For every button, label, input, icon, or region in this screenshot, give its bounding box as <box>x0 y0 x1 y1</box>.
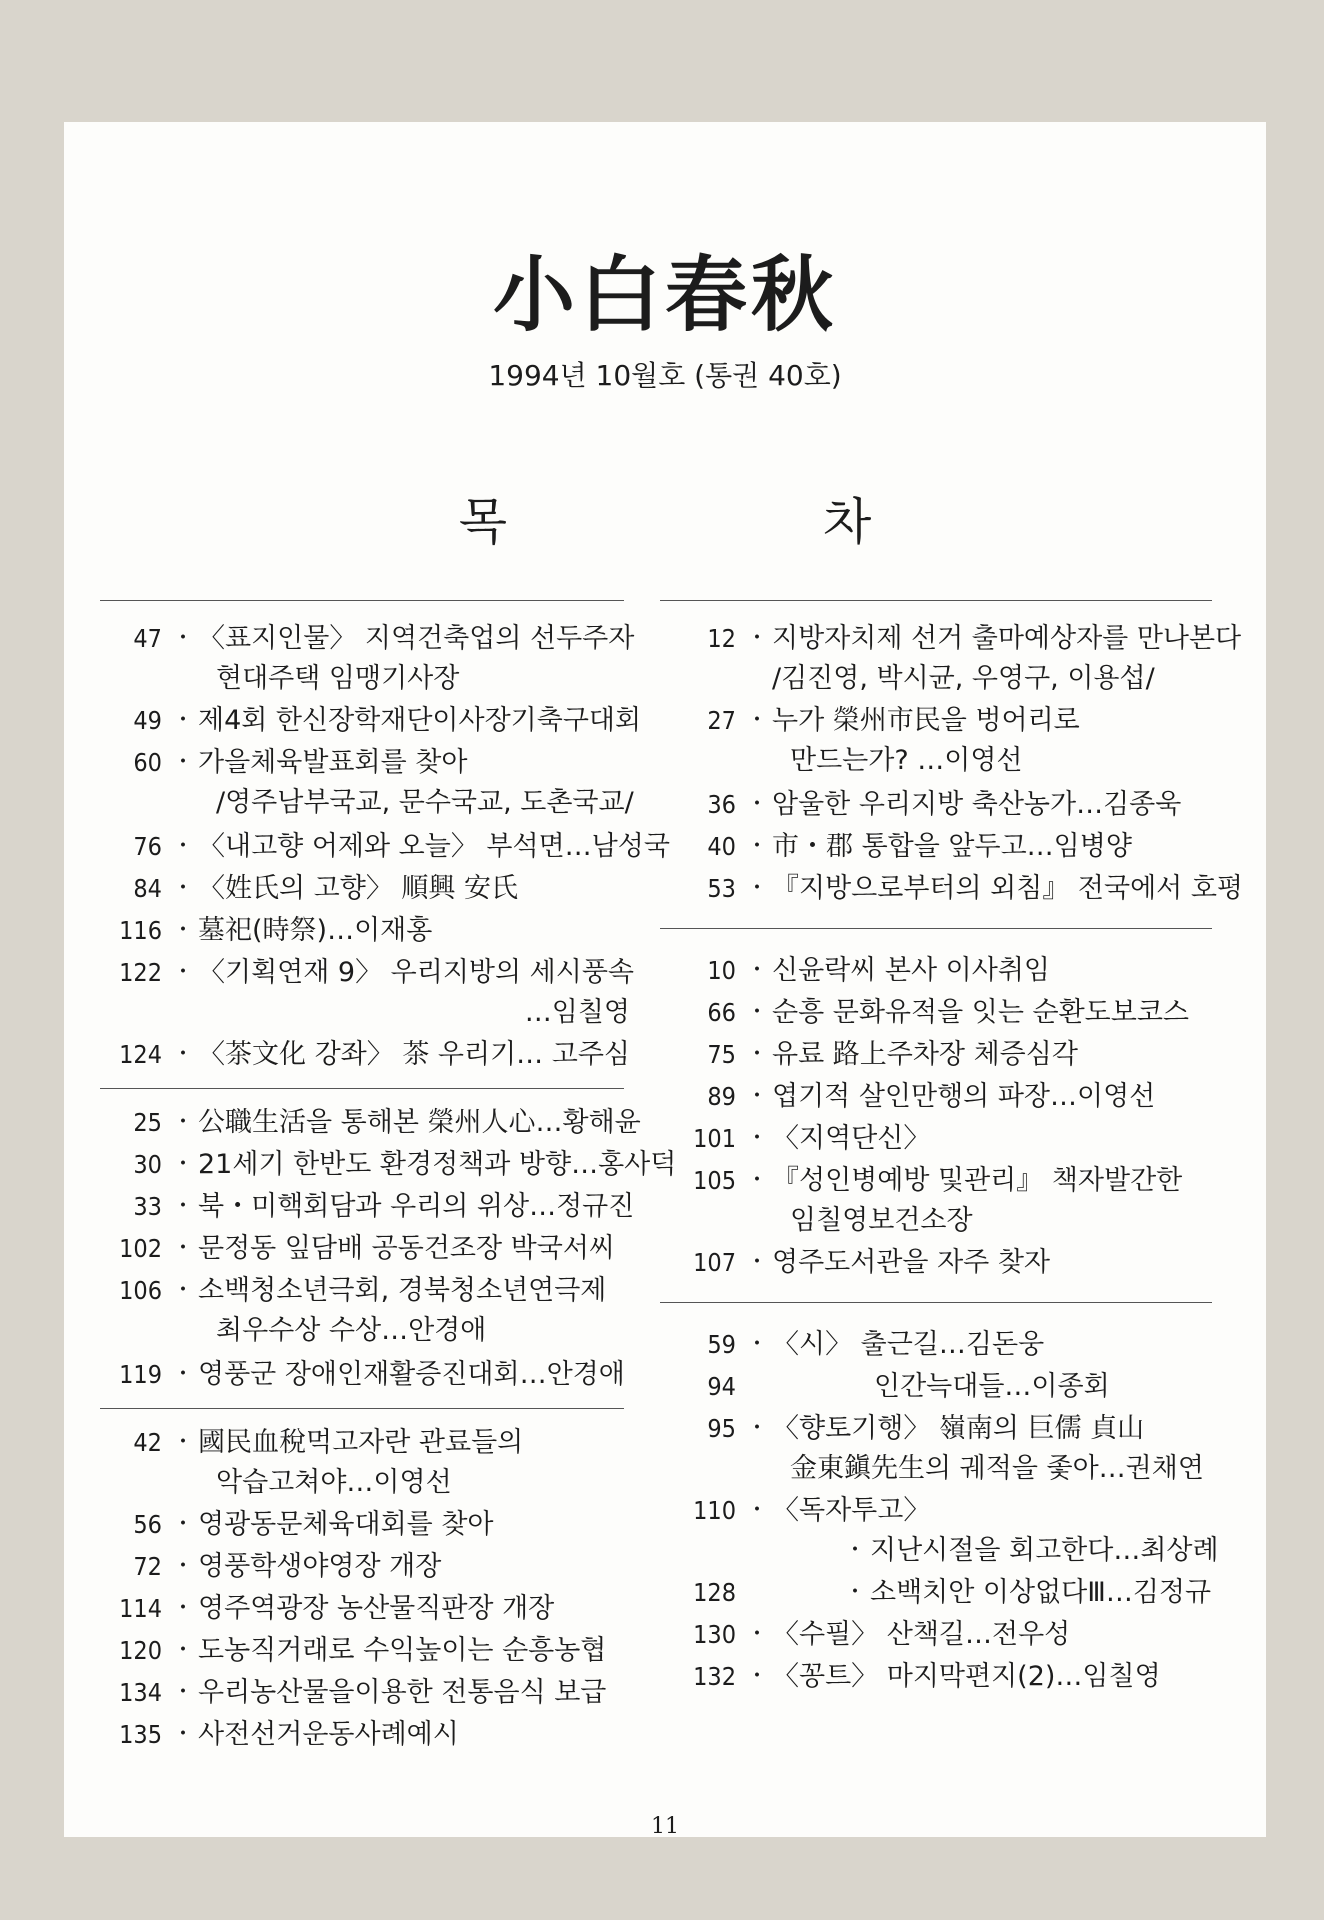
entry-page-number: 101 <box>693 1124 736 1153</box>
entry-title: 악습고쳐야…이영선 <box>216 1467 452 1498</box>
entry-page-number: 60 <box>133 748 162 777</box>
entry-page-number: 84 <box>133 874 162 903</box>
entry-page-number: 107 <box>693 1248 736 1277</box>
toc-entry[interactable]: 101 ・ 〈지역단신〉 <box>674 1119 1234 1159</box>
entry-title: 영풍학생야영장 개장 <box>198 1551 442 1582</box>
toc-entry[interactable]: 124 ・ 〈茶文化 강좌〉 茶 우리기… 고주심 <box>100 1035 660 1075</box>
entry-page-number: 47 <box>133 624 162 653</box>
entry-page-number: 33 <box>133 1192 162 1221</box>
toc-entry[interactable]: 76 ・ 〈내고향 어제와 오늘〉 부석면…남성국 <box>100 827 660 867</box>
entry-page-number: 10 <box>707 956 736 985</box>
toc-entry[interactable]: 106 ・ 소백청소년극회, 경북청소년연극제 <box>100 1271 660 1311</box>
toc-entry[interactable]: 42 ・ 國民血稅먹고자란 관료들의 <box>100 1423 660 1463</box>
entry-title: 최우수상 수상…안경애 <box>216 1315 487 1346</box>
entry-page-number: 105 <box>693 1166 736 1195</box>
entry-title: 북・미핵회담과 우리의 위상…정규진 <box>198 1191 635 1222</box>
entry-page-number: 106 <box>119 1276 162 1305</box>
magazine-page <box>64 122 1266 1837</box>
entry-page-number: 122 <box>119 958 162 987</box>
entry-title: 〈수필〉 산책길…전우성 <box>772 1619 1071 1650</box>
entry-page-number: 59 <box>707 1330 736 1359</box>
entry-page-number: 124 <box>119 1040 162 1069</box>
entry-title: 순흥 문화유적을 잇는 순환도보코스 <box>772 997 1189 1028</box>
entry-title: 영주역광장 농산물직판장 개장 <box>198 1593 555 1624</box>
toc-entry-continued <box>674 659 1234 699</box>
entry-title: 문정동 잎담배 공동건조장 박국서씨 <box>198 1233 615 1264</box>
entry-page-number: 120 <box>119 1636 162 1665</box>
entry-title: 유료 路上주차장 체증심각 <box>772 1039 1078 1070</box>
entry-page-number: 128 <box>693 1578 736 1607</box>
entry-page-number: 75 <box>707 1040 736 1069</box>
toc-entry-continued <box>100 993 660 1033</box>
entry-page-number: 102 <box>119 1234 162 1263</box>
entry-title: 〈표지인물〉 지역건축업의 선두주자 <box>198 623 635 654</box>
divider <box>660 1302 1212 1303</box>
toc-entry[interactable]: 72 ・ 영풍학생야영장 개장 <box>100 1547 660 1587</box>
entry-page-number: 95 <box>707 1414 736 1443</box>
entry-page-number: 40 <box>707 832 736 861</box>
entry-title: 가을체육발표회를 찾아 <box>198 747 468 778</box>
toc-entry[interactable]: 122 ・ 〈기획연재 9〉 우리지방의 세시풍속 <box>100 953 660 993</box>
entry-title: 암울한 우리지방 축산농가…김종욱 <box>772 789 1182 820</box>
entry-title: 公職生活을 통해본 榮州人心…황해윤 <box>198 1107 641 1138</box>
page-number: 11 <box>651 1814 679 1839</box>
divider <box>660 600 1212 601</box>
entry-title: 〈꽁트〉 마지막편지(2)…임칠영 <box>772 1661 1161 1692</box>
entry-page-number: 119 <box>119 1360 162 1389</box>
toc-entry-continued <box>100 783 660 823</box>
entry-title: 〈향토기행〉 嶺南의 巨儒 貞山 <box>772 1413 1145 1444</box>
divider <box>100 1088 624 1089</box>
toc-entry[interactable]: 25 ・ 公職生活을 통해본 榮州人心…황해윤 <box>100 1103 660 1143</box>
entry-page-number: 53 <box>707 874 736 903</box>
entry-title: 신윤락씨 본사 이사취임 <box>772 955 1050 986</box>
toc-entry[interactable]: 116 ・ 墓祀(時祭)…이재홍 <box>100 911 660 951</box>
entry-title: 『지방으로부터의 외침』 전국에서 호평 <box>772 873 1243 904</box>
entry-page-number: 130 <box>693 1620 736 1649</box>
entry-title: 『성인병예방 및관리』 책자발간한 <box>772 1165 1183 1196</box>
entry-title: 소백청소년극회, 경북청소년연극제 <box>198 1275 607 1306</box>
entry-page-number: 89 <box>707 1082 736 1111</box>
entry-title: 〈기획연재 9〉 우리지방의 세시풍속 <box>198 957 634 988</box>
toc-entry[interactable]: 110 ・ 〈독자투고〉 <box>674 1491 1234 1531</box>
toc-entry-continued: ・ 지난시절을 회고한다…최상례 <box>674 1531 1234 1571</box>
entry-title: 지난시절을 회고한다…최상례 <box>870 1535 1219 1566</box>
entry-title: 市・郡 통합을 앞두고…임병양 <box>772 831 1132 862</box>
toc-entry[interactable] <box>674 1367 1234 1407</box>
toc-heading: 목 차 <box>458 493 1022 551</box>
toc-entry[interactable]: 130 ・ 〈수필〉 산책길…전우성 <box>674 1615 1234 1655</box>
entry-title: 〈독자투고〉 <box>772 1495 931 1526</box>
toc-entry[interactable]: 33 ・ 북・미핵회담과 우리의 위상…정규진 <box>100 1187 660 1227</box>
toc-entry-continued <box>100 1463 660 1503</box>
entry-title: 墓祀(時祭)…이재홍 <box>198 915 433 946</box>
entry-title: 〈지역단신〉 <box>772 1123 931 1154</box>
toc-entry[interactable]: 40 ・ 市・郡 통합을 앞두고…임병양 <box>674 827 1234 867</box>
toc-entry[interactable]: 89 ・ 엽기적 살인만행의 파장…이영선 <box>674 1077 1234 1117</box>
entry-page-number: 25 <box>133 1108 162 1137</box>
toc-entry[interactable]: 84 ・ 〈姓氏의 고향〉 順興 安氏 <box>100 869 660 909</box>
toc-entry[interactable]: 36 ・ 암울한 우리지방 축산농가…김종욱 <box>674 785 1234 825</box>
divider <box>100 1408 624 1409</box>
toc-entry[interactable]: 53 ・ 『지방으로부터의 외침』 전국에서 호평 <box>674 869 1234 909</box>
entry-title: 영광동문체육대회를 찾아 <box>198 1509 494 1540</box>
toc-entry[interactable]: 75 ・ 유료 路上주차장 체증심각 <box>674 1035 1234 1075</box>
entry-title: 인간늑대들…이종회 <box>874 1371 1110 1402</box>
entry-page-number: 66 <box>707 998 736 1027</box>
entry-title: 임칠영보건소장 <box>790 1205 973 1236</box>
toc-entry[interactable]: 59 ・ 〈시〉 출근길…김돈웅 <box>674 1325 1234 1365</box>
entry-title: 〈姓氏의 고향〉 順興 安氏 <box>198 873 518 904</box>
entry-page-number: 27 <box>707 706 736 735</box>
issue-info: 1994년 10월호 (통권 40호) <box>488 359 842 392</box>
entry-page-number: 110 <box>693 1496 736 1525</box>
toc-entry[interactable]: 66 ・ 순흥 문화유적을 잇는 순환도보코스 <box>674 993 1234 1033</box>
entry-title: 소백치안 이상없다Ⅲ…김정규 <box>870 1577 1212 1608</box>
toc-entry-continued <box>674 1201 1234 1241</box>
toc-entry[interactable]: 119 ・ 영풍군 장애인재활증진대회…안경애 <box>100 1355 660 1395</box>
entry-page-number: 49 <box>133 706 162 735</box>
entry-title: 엽기적 살인만행의 파장…이영선 <box>772 1081 1156 1112</box>
entry-page-number: 114 <box>119 1594 162 1623</box>
entry-title: /김진영, 박시균, 우영구, 이용섭/ <box>772 663 1155 694</box>
magazine-title: 小白春秋 <box>492 247 837 343</box>
entry-page-number: 56 <box>133 1510 162 1539</box>
toc-entry[interactable]: 120 ・ 도농직거래로 수익높이는 순흥농협 <box>100 1631 660 1671</box>
entry-page-number: 12 <box>707 624 736 653</box>
entry-title: 사전선거운동사례예시 <box>198 1719 459 1750</box>
entry-title: 〈시〉 출근길…김돈웅 <box>772 1329 1045 1360</box>
entry-page-number: 36 <box>707 790 736 819</box>
toc-entry[interactable]: 132 ・ 〈꽁트〉 마지막편지(2)…임칠영 <box>674 1657 1234 1697</box>
entry-title: 영주도서관을 자주 찾자 <box>772 1247 1050 1278</box>
toc-entry[interactable]: 60 ・ 가을체육발표회를 찾아 <box>100 743 660 783</box>
divider <box>660 928 1212 929</box>
toc-entry[interactable]: 114 ・ 영주역광장 농산물직판장 개장 <box>100 1589 660 1629</box>
entry-title: 만드는가? …이영선 <box>790 745 1023 776</box>
entry-title: 〈내고향 어제와 오늘〉 부석면…남성국 <box>198 831 670 862</box>
toc-entry[interactable]: 30 ・ 21세기 한반도 환경정책과 방향…홍사덕 <box>100 1145 660 1185</box>
toc-entry[interactable]: 47 ・ 〈표지인물〉 지역건축업의 선두주자 <box>100 619 660 659</box>
toc-entry[interactable]: 27 ・ 누가 榮州市民을 벙어리로 <box>674 701 1234 741</box>
toc-entry-continued <box>674 1449 1234 1489</box>
entry-title: 國民血稅먹고자란 관료들의 <box>198 1427 524 1458</box>
toc-entry[interactable]: 56 ・ 영광동문체육대회를 찾아 <box>100 1505 660 1545</box>
entry-author: …임칠영 <box>524 997 630 1028</box>
entry-title: 현대주택 임맹기사장 <box>216 663 460 694</box>
entry-page-number: 30 <box>133 1150 162 1179</box>
toc-entry[interactable]: 102 ・ 문정동 잎담배 공동건조장 박국서씨 <box>100 1229 660 1269</box>
entry-page-number: 72 <box>133 1552 162 1581</box>
entry-page-number: 116 <box>119 916 162 945</box>
entry-title: /영주남부국교, 문수국교, 도촌국교/ <box>216 787 634 818</box>
entry-title: 제4회 한신장학재단이사장기축구대회 <box>198 705 642 736</box>
entry-title: 영풍군 장애인재활증진대회…안경애 <box>198 1359 625 1390</box>
toc-entry[interactable]: 128 ・ 소백치안 이상없다Ⅲ…김정규 <box>674 1573 1234 1613</box>
entry-title: 도농직거래로 수익높이는 순흥농협 <box>198 1635 607 1666</box>
entry-page-number: 42 <box>133 1428 162 1457</box>
toc-entry[interactable]: 107 ・ 영주도서관을 자주 찾자 <box>674 1243 1234 1283</box>
toc-entry[interactable]: 134 ・ 우리농산물을이용한 전통음식 보급 <box>100 1673 660 1713</box>
toc-entry[interactable]: 49 ・ 제4회 한신장학재단이사장기축구대회 <box>100 701 660 741</box>
toc-entry[interactable]: 135 ・ 사전선거운동사례예시 <box>100 1715 660 1755</box>
toc-entry[interactable]: 105 ・ 『성인병예방 및관리』 책자발간한 <box>674 1161 1234 1201</box>
entry-page-number: 132 <box>693 1662 736 1691</box>
entry-page-number: 135 <box>119 1720 162 1749</box>
toc-entry-continued <box>100 659 660 699</box>
entry-title: 우리농산물을이용한 전통음식 보급 <box>198 1677 607 1708</box>
toc-entry-continued <box>100 1311 660 1351</box>
toc-entry-continued <box>674 741 1234 781</box>
entry-title: 지방자치제 선거 출마예상자를 만나본다 <box>772 623 1242 654</box>
toc-entry[interactable]: 95 ・ 〈향토기행〉 嶺南의 巨儒 貞山 <box>674 1409 1234 1449</box>
entry-page-number: 94 <box>707 1372 736 1401</box>
entry-page-number: 76 <box>133 832 162 861</box>
toc-entry[interactable]: 10 ・ 신윤락씨 본사 이사취임 <box>674 951 1234 991</box>
entry-title: 21세기 한반도 환경정책과 방향…홍사덕 <box>198 1149 677 1180</box>
entry-page-number: 134 <box>119 1678 162 1707</box>
toc-entry[interactable]: 12 ・ 지방자치제 선거 출마예상자를 만나본다 <box>674 619 1234 659</box>
entry-title: 〈茶文化 강좌〉 茶 우리기… 고주심 <box>198 1039 630 1070</box>
entry-title: 金東鎭先生의 궤적을 좇아…권채연 <box>790 1453 1204 1484</box>
divider <box>100 600 624 601</box>
entry-title: 누가 榮州市民을 벙어리로 <box>772 705 1080 736</box>
